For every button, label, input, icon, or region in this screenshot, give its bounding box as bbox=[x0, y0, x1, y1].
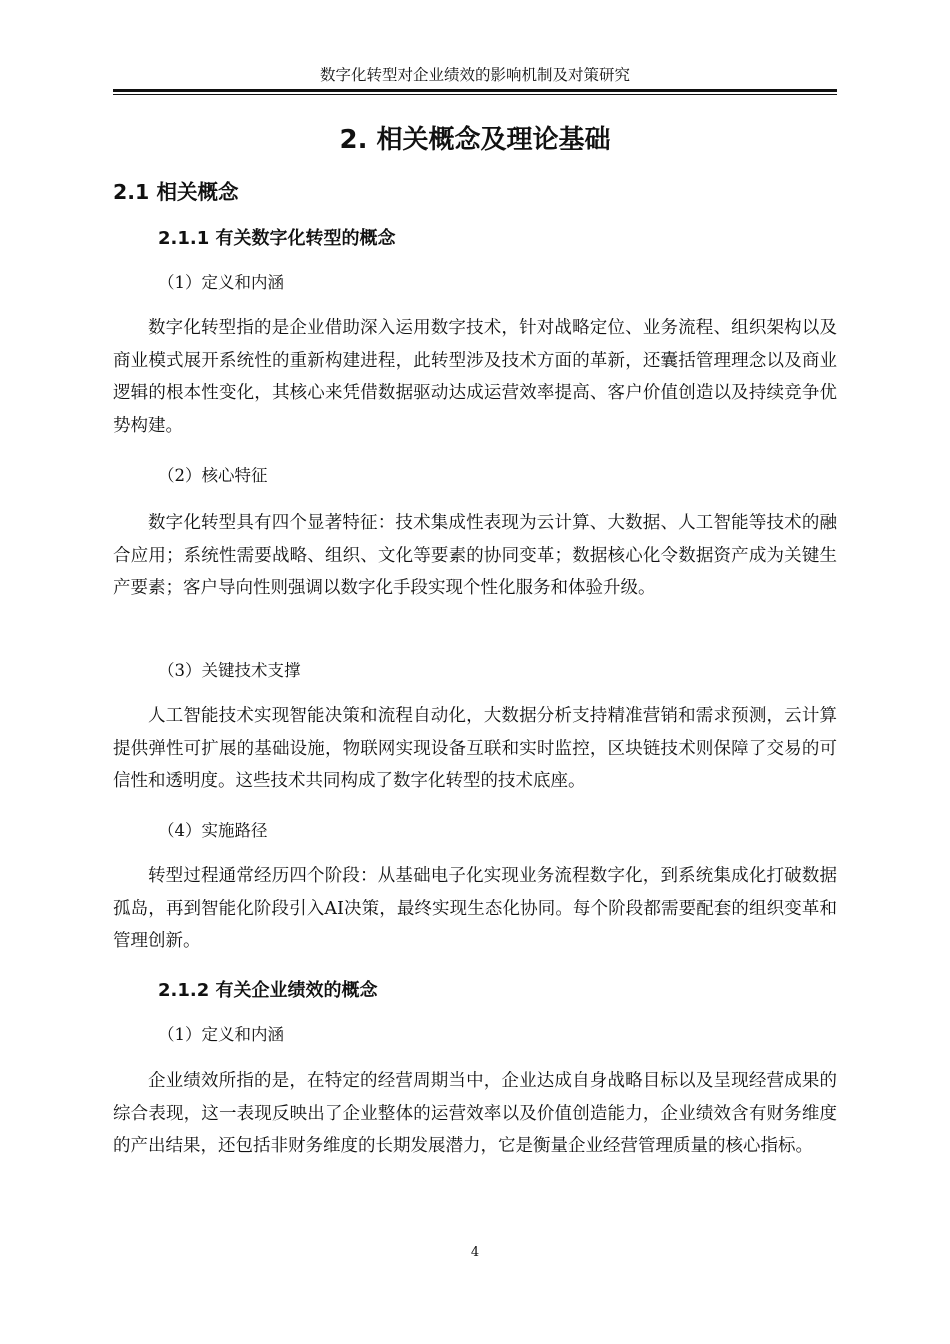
section-title-2-1: 2.1 相关概念 bbox=[113, 180, 239, 204]
item-heading-implementation-path: （4）实施路径 bbox=[158, 821, 268, 840]
header-rule-thin bbox=[113, 94, 837, 95]
running-header: 数字化转型对企业绩效的影响机制及对策研究 bbox=[319, 66, 630, 84]
item-heading-performance-definition: （1）定义和内涵 bbox=[158, 1025, 284, 1044]
paragraph-core-features: 数字化转型具有四个显著特征：技术集成性表现为云计算、大数据、人工智能等技术的融合应用；系统性需要战略、组织、文化等要素的协同变革；数据核心化令数据资产成为关键生产要素；客户导向性则强调以数字化手段实现个性化服务和体验升级。 bbox=[113, 513, 837, 598]
paragraph-key-technologies: 人工智能技术实现智能决策和流程自动化，大数据分析支持精准营销和需求预测，云计算提供弹性可扩展的基础设施，物联网实现设备互联和实时监控，区块链技术则保障了交易的可信性和透明度。这些技术共同构成了数字化转型的技术底座。 bbox=[113, 706, 837, 791]
subsection-title-2-1-2: 2.1.2 有关企业绩效的概念 bbox=[158, 980, 378, 1001]
subsection-title-2-1-1: 2.1.1 有关数字化转型的概念 bbox=[158, 228, 396, 249]
item-heading-core-features: （2）核心特征 bbox=[158, 466, 268, 485]
paragraph-implementation-path: 转型过程通常经历四个阶段：从基础电子化实现业务流程数字化，到系统集成化打破数据孤岛，再到智能化阶段引入AI决策，最终实现生态化协同。每个阶段都需要配套的组织变革和管理创新。 bbox=[113, 866, 837, 951]
header-rule-thick bbox=[113, 89, 837, 92]
item-heading-key-technologies: （3）关键技术支撑 bbox=[158, 661, 301, 680]
paragraph-definition: 数字化转型指的是企业借助深入运用数字技术，针对战略定位、业务流程、组织架构以及商业模式展开系统性的重新构建进程，此转型涉及技术方面的革新，还囊括管理理念以及商业逻辑的根本性变化，其核心来凭借数据驱动达成运营效率提高、客户价值创造以及持续竞争优势构建。 bbox=[113, 318, 837, 436]
item-heading-definition: （1）定义和内涵 bbox=[158, 273, 284, 292]
chapter-title: 2. 相关概念及理论基础 bbox=[339, 125, 611, 155]
paragraph-performance-definition: 企业绩效所指的是，在特定的经营周期当中，企业达成自身战略目标以及呈现经营成果的综合表现，这一表现反映出了企业整体的运营效率以及价值创造能力，企业绩效含有财务维度的产出结果，还包括非财务维度的长期发展潜力，它是衡量企业经营管理质量的核心指标。 bbox=[113, 1071, 837, 1156]
page-number: 4 bbox=[470, 1245, 480, 1260]
